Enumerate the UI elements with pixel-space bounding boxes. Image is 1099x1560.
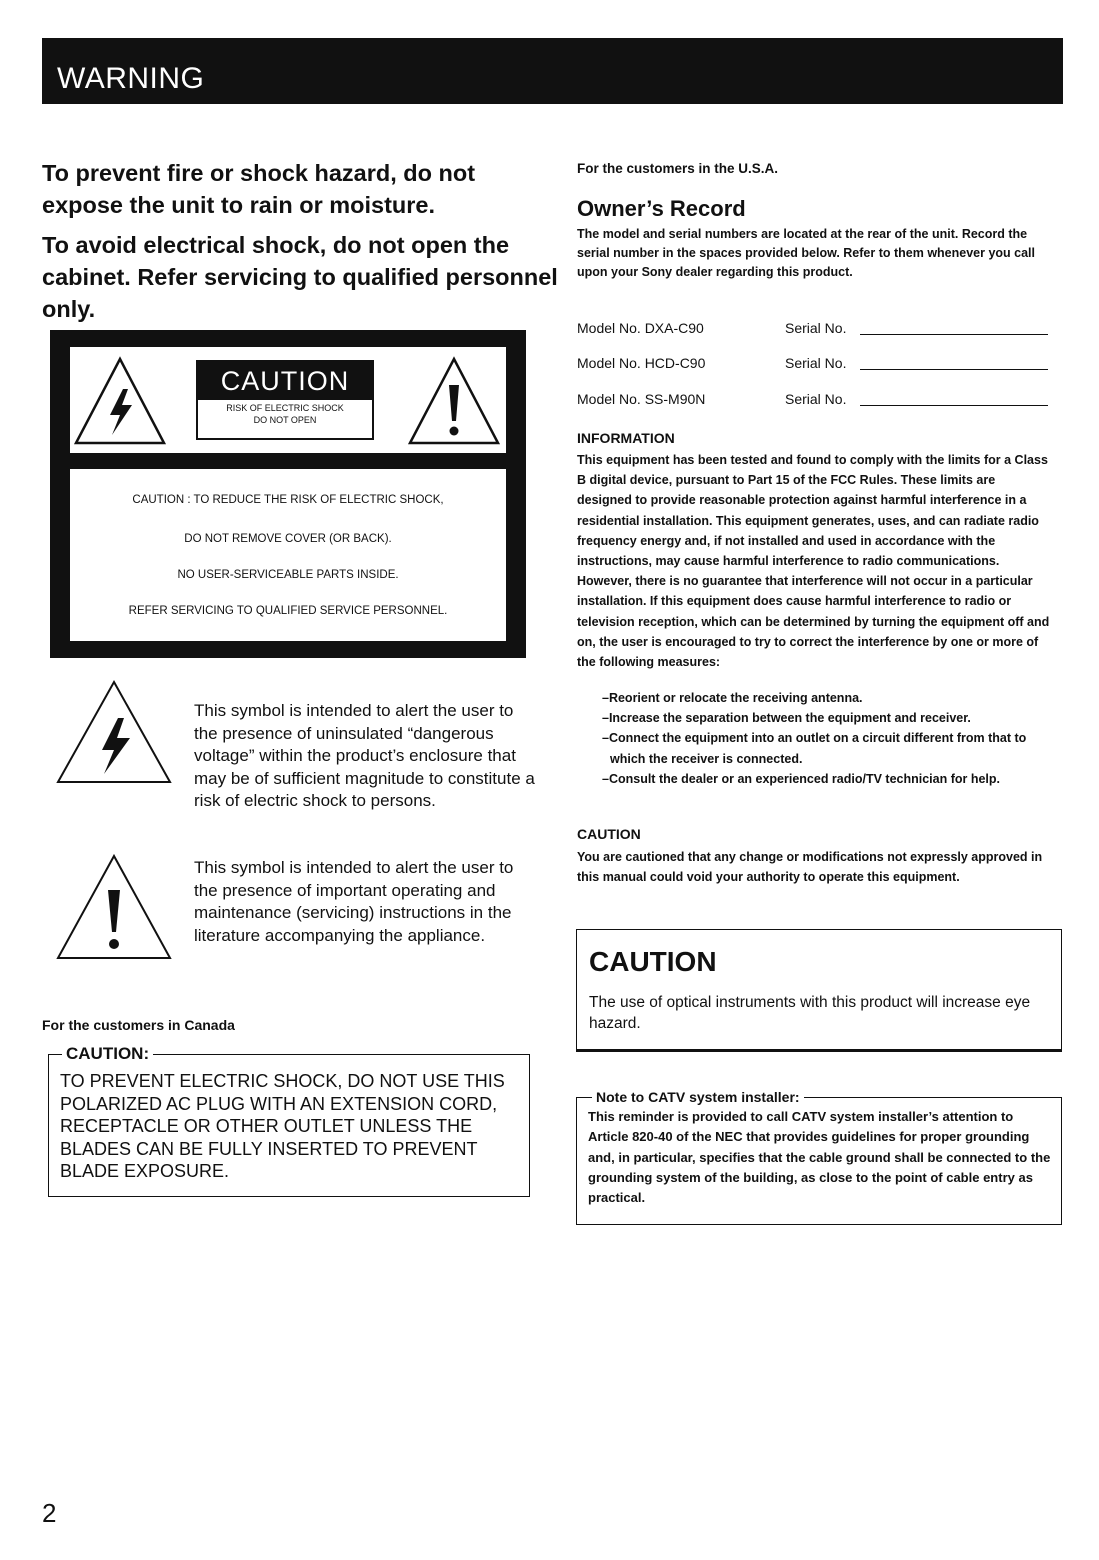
shock-warning: To avoid electrical shock, do not open the cabinet. Refer servicing to qualified personnel only. — [42, 232, 558, 322]
serial-field-3[interactable] — [860, 405, 1048, 406]
measure-item: –Consult the dealer or an experienced radio/TV technician for help. — [602, 771, 1001, 786]
lightning-symbol-icon — [54, 678, 174, 786]
measure-item: –Increase the separation between the equipment and receiver. — [602, 711, 971, 726]
fcc-caution-title: CAUTION — [577, 826, 641, 842]
caution-label-title: CAUTION — [196, 360, 374, 400]
lightning-warning-icon — [72, 355, 168, 447]
serial-field-1[interactable] — [860, 334, 1048, 335]
caution-label-sub1: RISK OF ELECTRIC SHOCK — [226, 403, 344, 413]
canada-heading: For the customers in Canada — [42, 1017, 235, 1033]
model-row-2 — [577, 355, 705, 371]
caution-label-line2: DO NOT REMOVE COVER (OR BACK). — [184, 533, 392, 545]
information-title: INFORMATION — [577, 430, 675, 446]
fire-warning: To prevent fire or shock hazard, do not expose the unit to rain or moisture. — [42, 160, 476, 218]
caution-label-text — [70, 469, 506, 641]
caution-label-line4: REFER SERVICING TO QUALIFIED SERVICE PERSONNEL. — [128, 605, 448, 617]
serial-label-3: Serial No. — [785, 391, 847, 407]
exclamation-symbol-description: This symbol is intended to alert the user to the presence of important operating and maintenance (servicing) instructions in the literature accompanying the appliance. — [194, 858, 514, 945]
catv-note-text: This reminder is provided to call CATV system installer’s attention to Article 820-40 of the NEC that provides guidelines for proper grounding and, in particular, specifies that the cable ground shall be connected to the grounding system of the building, as close to the point of cable entry as practical. — [588, 1109, 1051, 1206]
page-number: 2 — [42, 1498, 57, 1528]
canada-caution-title: CAUTION: — [62, 1043, 153, 1065]
warning-title: WARNING — [57, 62, 205, 95]
caution-label-sub2: DO NOT OPEN — [253, 415, 317, 425]
optical-caution-title: CAUTION — [589, 946, 717, 977]
serial-field-2[interactable] — [860, 369, 1048, 370]
owners-record-title: Owner’s Record — [577, 196, 746, 221]
measure-item: –Connect the equipment into an outlet on a circuit different from that to which the receiver is connected. — [602, 731, 1027, 766]
serial-label-2: Serial No. — [785, 355, 847, 371]
usa-heading: For the customers in the U.S.A. — [577, 161, 779, 176]
catv-note-title: Note to CATV system installer: — [592, 1087, 804, 1107]
measure-item: –Reorient or relocate the receiving antenna. — [602, 691, 863, 705]
caution-label-sub — [196, 400, 374, 440]
model-row-1 — [577, 320, 704, 336]
fcc-caution-text: You are cautioned that any change or modifications not expressly approved in this manual could void your authority to operate this equipment. — [577, 850, 1043, 885]
owners-record-text: The model and serial numbers are located at the rear of the unit. Record the serial number in the spaces provided below. Refer to them whenever you call upon your Sony dealer regarding this product. — [577, 227, 1036, 279]
warning-header — [42, 38, 1063, 104]
lightning-symbol-description: This symbol is intended to alert the user to the presence of uninsulated “dangerous voltage” within the product’s enclosure that may be of sufficient magnitude to constitute a risk of electric shock to persons. — [194, 701, 535, 811]
model-row-3 — [577, 391, 705, 407]
model-number-2: Model No. HCD-C90 — [577, 355, 706, 371]
model-number-3: Model No. SS-M90N — [577, 391, 706, 407]
interference-measures — [592, 688, 1048, 789]
model-number-1: Model No. DXA-C90 — [577, 320, 704, 336]
optical-caution-text: The use of optical instruments with this product will increase eye hazard. — [589, 994, 1031, 1032]
serial-label-1: Serial No. — [785, 320, 847, 336]
exclamation-warning-icon — [406, 355, 502, 447]
exclamation-symbol-icon — [54, 852, 174, 962]
caution-label-line1: CAUTION : TO REDUCE THE RISK OF ELECTRIC SHOCK, — [132, 494, 444, 506]
information-text: This equipment has been tested and found to comply with the limits for a Class B digital device, pursuant to Part 15 of the FCC Rules. These limits are designed to provide reasonable protection against harmful interference in a residential installation. This equipment generates, uses, and can radiate radio frequency energy and, if not installed and used in accordance with the instructions, may cause harmful interference to radio communications. However, there is no guarantee that interference will not occur in a particular installation. If this equipment does cause harmful interference to radio or television reception, which can be determined by turning the equipment off and on, the user is encouraged to try to correct the interference by one or more of the following measures: — [577, 453, 1050, 670]
caution-label-line3: NO USER-SERVICEABLE PARTS INSIDE. — [177, 569, 399, 581]
canada-caution-text: TO PREVENT ELECTRIC SHOCK, DO NOT USE THIS POLARIZED AC PLUG WITH AN EXTENSION CORD, RECEPTACLE OR OTHER OUTLET UNLESS THE BLADES CAN BE FULLY INSERTED TO PREVENT BLADE EXPOSURE. — [60, 1071, 505, 1181]
